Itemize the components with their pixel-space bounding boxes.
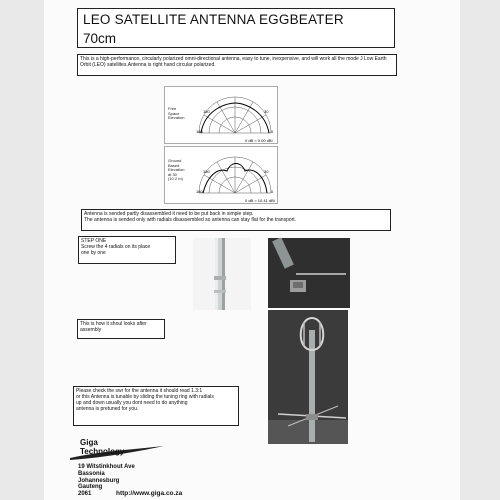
swr-line: antenna is pretuned for you. [76, 406, 139, 412]
caption-line: assembly [80, 327, 102, 333]
tick-label: 150 [203, 169, 210, 174]
photo-radials-pole [193, 238, 251, 310]
plot-label-line: Ground [168, 158, 182, 163]
address-line: Bassonia [78, 470, 105, 477]
company-name-line1: Giga [80, 438, 98, 447]
swr-line: up and down usually you dont need to do anything [76, 400, 188, 406]
step-one-box [78, 236, 176, 264]
tick-label: 0 [271, 129, 274, 134]
address-line: 2061 [78, 491, 92, 498]
note-line: Antenna is sended partly disassembled it need to be put back in simple step. [84, 211, 254, 217]
company-logo [66, 438, 166, 462]
tick-label: 30 [264, 169, 269, 174]
plot-label-line: at 30 [168, 171, 177, 177]
step-text-line: one by one [81, 250, 106, 256]
swr-line: or this Antenna is tunable by sliding the tuning ring with radials [76, 394, 214, 400]
company-name-line2: Technology [80, 446, 125, 456]
photo-radial-mount [268, 238, 350, 308]
document-subtitle: 70cm [83, 31, 117, 46]
photo-assembled-antenna [268, 310, 348, 444]
tick-label: 0 [271, 189, 274, 194]
intro-paragraph: This is a high-performance, circularly polarized omni-directional antenna, easy to tune, inexpensive, and will work all the mode J Low Earth Orbit (LEO) satellites.Antenna is right hand circular polarized. [77, 54, 397, 76]
plot-label-line: Elevation [168, 167, 185, 172]
plot-ground-based [164, 146, 278, 204]
address-line: Gauteng [78, 484, 103, 491]
plot-label-line: Elevation [168, 115, 185, 120]
company-url[interactable]: http://www.giga.co.za [116, 490, 183, 497]
plot-footer: 0 dB = 0.00 dBi [245, 138, 273, 143]
address-line: Johannesburg [78, 477, 120, 484]
step-text-line: Screw the 4 radials on its place [81, 244, 151, 250]
pole-photo-drawing [193, 238, 251, 310]
plot-label-line: Based [168, 162, 180, 168]
tick-label: 30 [264, 109, 269, 114]
plot-label-line: Free [168, 106, 177, 111]
plot-footer: 0 dB = 10.41 dBi [245, 198, 275, 203]
assembled-photo-drawing [268, 310, 348, 444]
tick-label: 180 [196, 129, 203, 134]
swr-note [73, 386, 239, 426]
tick-label: 180 [196, 189, 203, 194]
plot-free-space [164, 86, 278, 144]
title-box [77, 8, 395, 48]
assembly-notes [81, 209, 391, 231]
note-line: The antenna is sended only with radials disassembled so antenna can stay flat for the transport. [84, 217, 297, 223]
polar-plot-ground-based [165, 147, 279, 205]
plot-label-line: (10.2 m) [168, 176, 183, 181]
mount-photo-drawing [268, 238, 350, 308]
polar-plot-free-space [165, 87, 279, 145]
plot-label-line: Space [168, 110, 180, 116]
document-title: LEO SATELLITE ANTENNA EGGBEATER [83, 12, 344, 27]
swr-line: Please check the swr for the antenna it should read 1.3:1 [76, 388, 203, 394]
assembled-caption [77, 319, 165, 339]
tick-label: 150 [203, 109, 210, 114]
step-heading: STEP ONE [81, 238, 107, 244]
caption-line: This is how it shoul looks after [80, 321, 147, 327]
company-name [80, 439, 124, 456]
address-line: 19 Witstinkhout Ave [78, 464, 135, 470]
